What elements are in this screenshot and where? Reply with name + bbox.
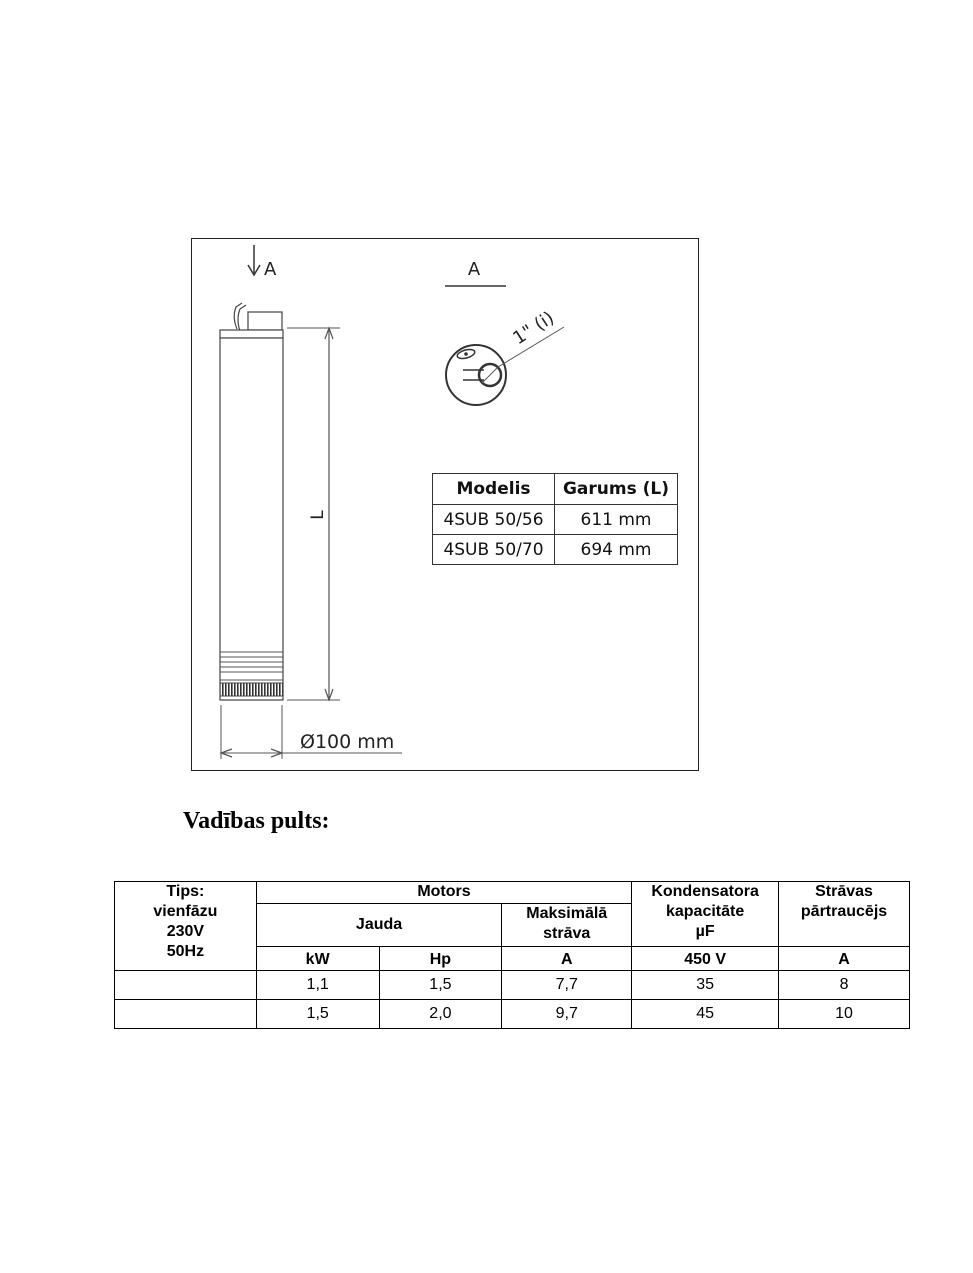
table-row — [433, 505, 678, 535]
pump-drawing-figure — [191, 238, 699, 771]
section-label: A — [467, 259, 481, 280]
header-breaker: Strāvas pārtraucējs — [779, 882, 910, 947]
unit-kw: kW — [256, 947, 379, 971]
header-max-current: Maksimālā strāva — [502, 904, 632, 947]
length-cell: 694 mm — [555, 535, 678, 565]
table-row — [115, 1000, 910, 1029]
pump-body — [220, 303, 283, 700]
header-capacitor: Kondensatora kapacitāte µF — [632, 882, 779, 947]
table-row — [433, 535, 678, 565]
hp-cell: 2,0 — [379, 1000, 502, 1029]
type-cell — [115, 971, 257, 1000]
capacitor-cell: 35 — [632, 971, 779, 1000]
hp-cell: 1,5 — [379, 971, 502, 1000]
length-cell: 611 mm — [555, 505, 678, 535]
outlet-top-view — [446, 327, 564, 405]
section-title: Vadības pults: — [183, 808, 330, 834]
breaker-cell: 10 — [779, 1000, 910, 1029]
unit-current: A — [502, 947, 632, 971]
model-cell: 4SUB 50/56 — [433, 505, 555, 535]
control-panel-spec-table — [114, 881, 910, 1029]
header-model: Modelis — [433, 474, 555, 505]
length-label: L — [308, 510, 328, 520]
thread-size-label: 1" (i) — [509, 307, 559, 350]
breaker-cell: 8 — [779, 971, 910, 1000]
table-row — [115, 971, 910, 1000]
header-type: Tips: vienfāzu 230V 50Hz — [115, 882, 257, 971]
current-cell: 9,7 — [502, 1000, 632, 1029]
model-length-table — [432, 473, 678, 565]
unit-breaker: A — [779, 947, 910, 971]
kw-cell: 1,1 — [256, 971, 379, 1000]
diameter-label: Ø100 mm — [300, 731, 395, 753]
current-cell: 7,7 — [502, 971, 632, 1000]
model-cell: 4SUB 50/70 — [433, 535, 555, 565]
kw-cell: 1,5 — [256, 1000, 379, 1029]
view-marker-label: A — [264, 259, 277, 280]
capacitor-voltage: 450 V — [632, 947, 779, 971]
unit-hp: Hp — [379, 947, 502, 971]
header-length: Garums (L) — [555, 474, 678, 505]
table-header-row — [433, 474, 678, 505]
type-cell — [115, 1000, 257, 1029]
spec-header-row — [115, 882, 910, 904]
capacitor-cell: 45 — [632, 1000, 779, 1029]
header-power: Jauda — [256, 904, 502, 947]
header-motors: Motors — [256, 882, 631, 904]
